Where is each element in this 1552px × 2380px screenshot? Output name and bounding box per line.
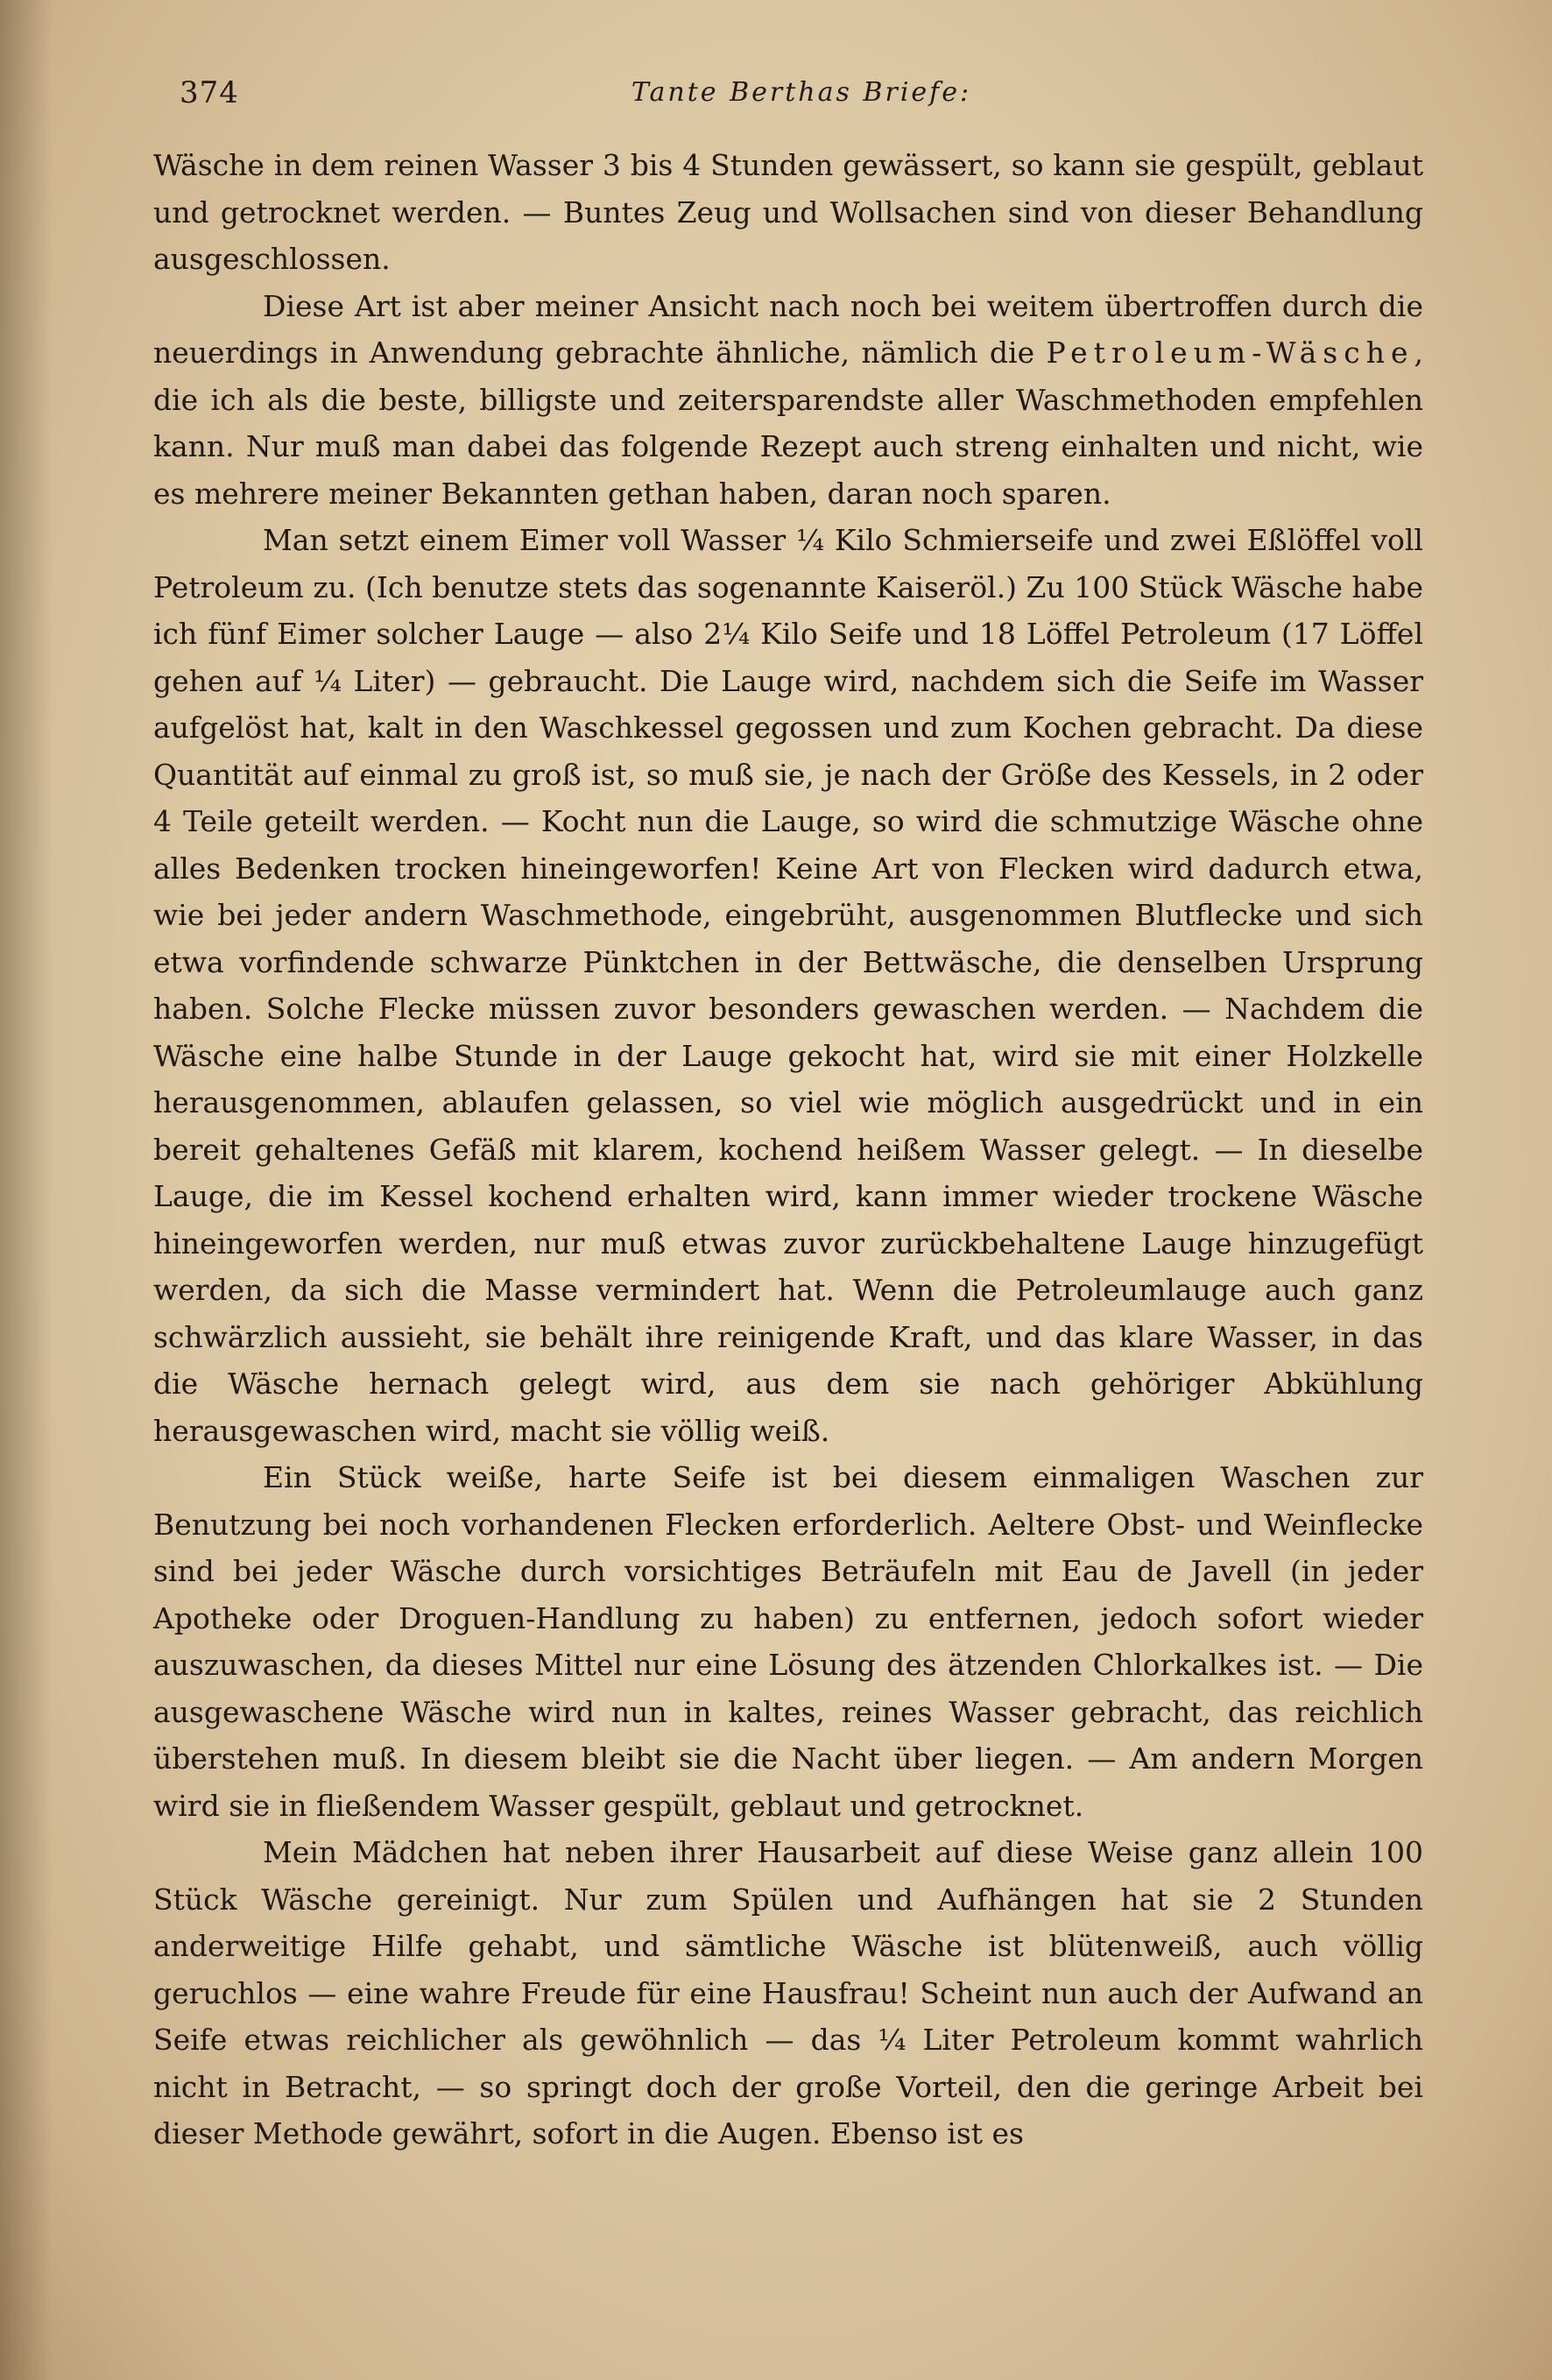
body-text (153, 142, 1423, 2158)
paragraph-1: Wäsche in dem reinen Wasser 3 bis 4 Stunden gewässert, so kann sie gespült, geblaut und getrocknet werden. — Buntes Zeug und Wollsachen sind von dieser Behandlung ausgeschlossen. (153, 148, 1423, 276)
spine-shadow (0, 0, 53, 2380)
paragraph-4: Ein Stück weiße, harte Seife ist bei diesem einmaligen Waschen zur Benutzung bei noch vorhandenen Flecken erforderlich. Aeltere Obst- und Weinflecke sind bei jeder Wäsche durch vorsichtiges Beträufeln mit Eau de Javell (in jeder Apotheke oder Droguen-Handlung zu haben) zu entfernen, jedoch sofort wieder auszuwaschen, da dieses Mittel nur eine Lösung des ätzenden Chlorkalkes ist. — Die ausgewaschene Wäsche wird nun in kaltes, reines Wasser gebracht, das reichlich überstehen muß. In diesem bleibt sie die Nacht über liegen. — Am andern Morgen wird sie in fließendem Wasser gespült, geblaut und getrocknet. (153, 1460, 1423, 1823)
page-number: 374 (180, 75, 239, 110)
paragraph-2 (153, 283, 1423, 518)
paragraph-5: Mein Mädchen hat neben ihrer Hausarbeit auf diese Weise ganz allein 100 Stück Wäsche gereinigt. Nur zum Spülen und Aufhängen hat sie 2 Stunden anderweitige Hilfe gehabt, und sämtliche Wäsche ist blütenweiß, auch völlig geruchlos — eine wahre Freude für eine Hausfrau! Scheint nun auch der Aufwand an Seife etwas reichlicher als gewöhnlich — das ¼ Liter Petroleum kommt wahrlich nicht in Betracht, — so springt doch der große Vorteil, den die geringe Arbeit bei dieser Methode gewährt, sofort in die Augen. Ebenso ist es (153, 1835, 1423, 2150)
page-header (180, 67, 1423, 119)
paragraph-3: Man setzt einem Eimer voll Wasser ¼ Kilo Schmierseife und zwei Eßlöffel voll Petroleum zu. (Ich benutze stets das sogenannte Kaiseröl.) Zu 100 Stück Wäsche habe ich fünf Eimer solcher Lauge — also 2¼ Kilo Seife und 18 Löffel Petroleum (17 Löffel gehen auf ¼ Liter) — gebraucht. Die Lauge wird, nachdem sich die Seife im Wasser aufgelöst hat, kalt in den Waschkessel gegossen und zum Kochen gebracht. Da diese Quantität auf einmal zu groß ist, so muß sie, je nach der Größe des Kessels, in 2 oder 4 Teile geteilt werden. — Kocht nun die Lauge, so wird die schmutzige Wäsche ohne alles Bedenken trocken hineingeworfen! Keine Art von Flecken wird dadurch etwa, wie bei jeder andern Waschmethode, eingebrüht, ausgenommen Blutflecke und sich etwa vorfindende schwarze Pünktchen in der Bettwäsche, die denselben Ursprung haben. Solche Flecke müssen zuvor besonders gewaschen werden. — Nachdem die Wäsche eine halbe Stunde in der Lauge gekocht hat, wird sie mit einer Holzkelle herausgenommen, ablaufen gelassen, so viel wie möglich ausgedrückt und in ein bereit gehaltenes Gefäß mit klarem, kochend heißem Wasser gelegt. — In dieselbe Lauge, die im Kessel kochend erhalten wird, kann immer wieder trockene Wäsche hineingeworfen werden, nur muß etwas zuvor zurückbehaltene Lauge hinzugefügt werden, da sich die Masse vermindert hat. Wenn die Petroleumlauge auch ganz schwärzlich aussieht, sie behält ihre reinigende Kraft, und das klare Wasser, in das die Wäsche hernach gelegt wird, aus dem sie nach gehöriger Abkühlung herausgewaschen wird, macht sie völlig weiß. (153, 523, 1423, 1448)
running-title: Tante Berthas Briefe: (631, 77, 972, 108)
paragraph-2-after: , die ich als die beste, billigste und zeitersparendste aller Waschmethoden empfehlen kann. Nur muß man dabei das folgende Rezept auch streng einhalten und nicht, wie es mehrere meiner Bekannten gethan haben, daran noch sparen. (153, 335, 1423, 511)
paragraph-2-before: Diese Art ist aber meiner Ansicht nach noch bei weitem übertroffen durch die neuerdings in Anwendung gebrachte ähnliche, nämlich die (153, 288, 1423, 370)
emphasized-term: Petroleum-Wäsche (1046, 335, 1414, 370)
